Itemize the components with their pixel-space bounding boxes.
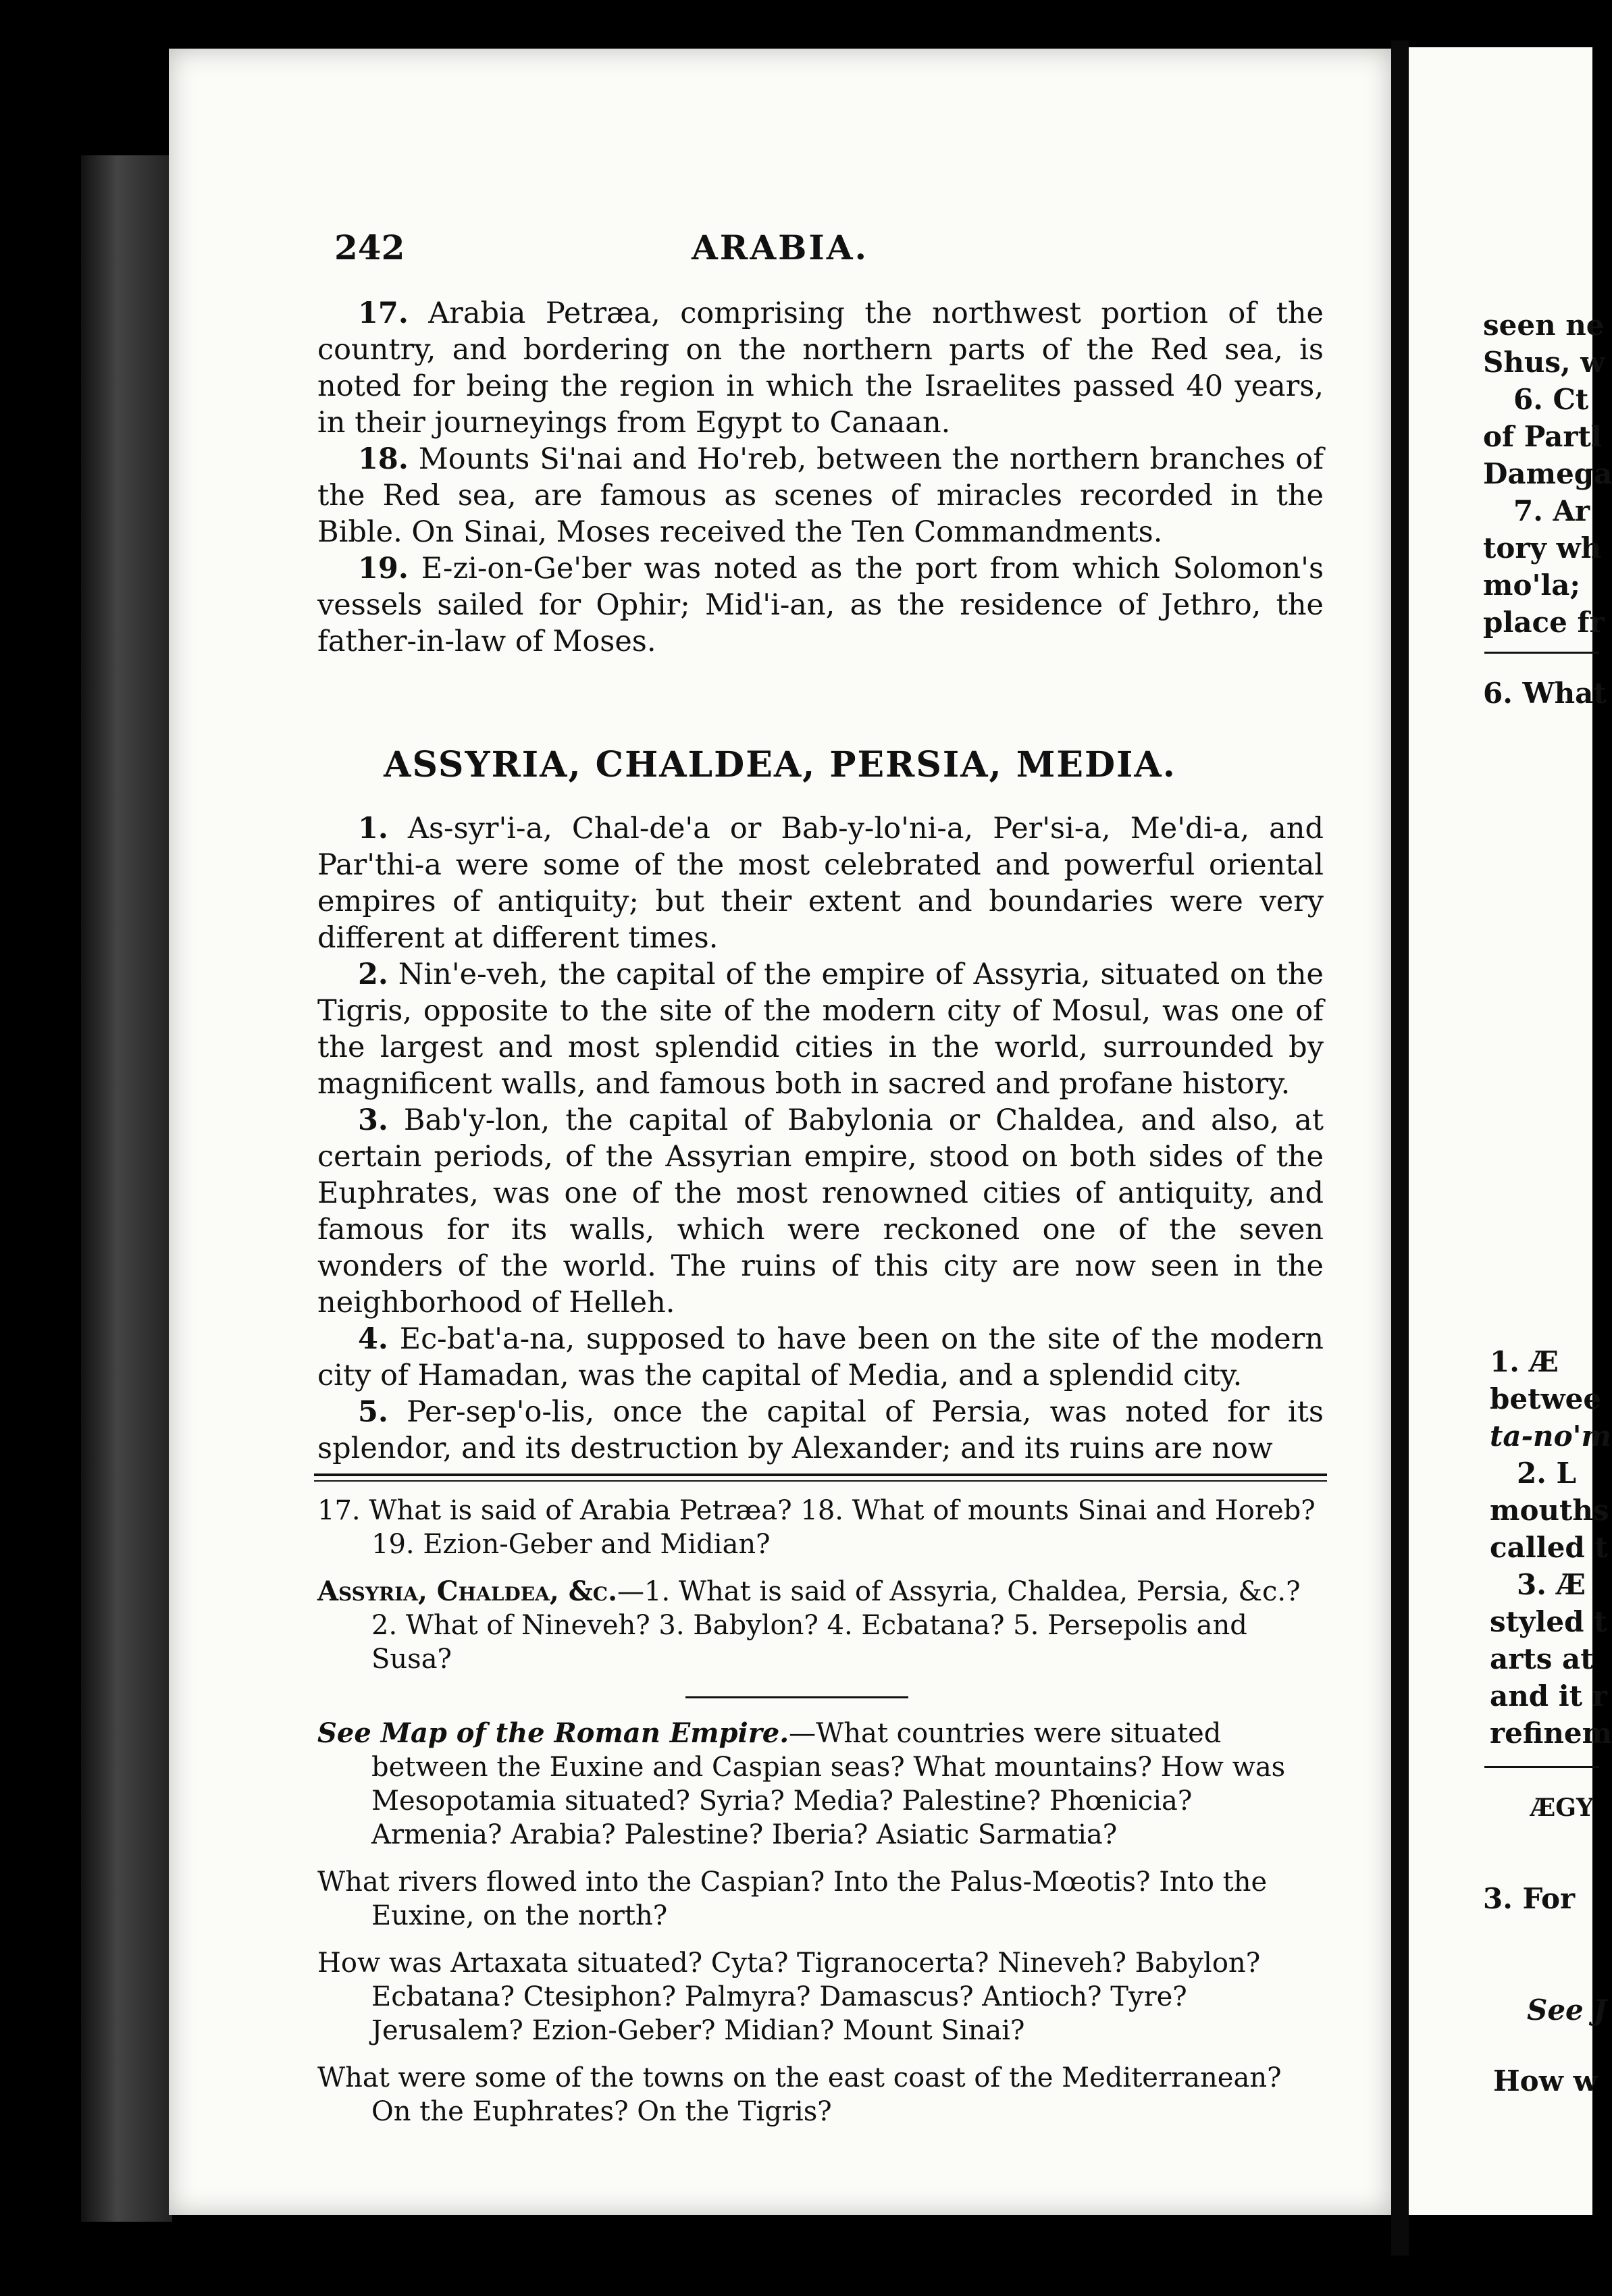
fragment-line: 2. L bbox=[1517, 1457, 1576, 1490]
fragment-line: 6. Ct bbox=[1513, 383, 1589, 416]
right-page-fragment bbox=[1409, 47, 1612, 2215]
paragraph: 4. Ec-bat'a-na, supposed to have been on the site of the modern city of Hamadan, was the capital of Media, and a splendid city. bbox=[317, 1322, 1324, 1392]
paragraph: 5. Per-sep'o-lis, once the capital of Persia, was noted for its splendor, and its destruction by Alexander; and its ruins are now bbox=[317, 1395, 1324, 1465]
fragment-line: of Partl bbox=[1483, 420, 1602, 453]
arabia-text bbox=[317, 295, 1324, 660]
questions-arabia: 17. What is said of Arabia Petræa? 18. What of mounts Sinai and Horeb? 19. Ezion-Geber and Midian? bbox=[317, 1495, 1316, 1560]
fragment-line: arts at bbox=[1490, 1642, 1594, 1675]
questions-block bbox=[290, 1494, 1327, 1690]
fragment-line: 6. What bbox=[1483, 677, 1607, 710]
fragment-line: ta-no'm bbox=[1490, 1419, 1611, 1453]
fragment-line: 3. For bbox=[1483, 1882, 1576, 1915]
fragment-line: How w bbox=[1493, 2064, 1598, 2097]
questions-assyria: Assyria, Chaldea, &c.—1. What is said of Assyria, Chaldea, Persia, &c.? 2. What of Nineveh? 3. Babylon? 4. Ecbatana? 5. Persepolis and Susa? bbox=[317, 1575, 1301, 1675]
fragment-line: 1. Æ bbox=[1490, 1345, 1559, 1378]
paragraph: 3. Bab'y-lon, the capital of Babylonia or Chaldea, and also, at certain periods, of the Assyrian empire, stood on both sides of the Euphrates, was one of the most renowned cities of antiquity, and famous for its walls, which were reckoned one of the seven wonders of the world. The ruins of this city are now seen in the neighborhood of Helleh. bbox=[317, 1103, 1324, 1320]
page-edge bbox=[81, 155, 172, 2222]
fragment-line: called t bbox=[1490, 1531, 1608, 1564]
running-header: ARABIA. bbox=[692, 228, 868, 267]
map-question: What rivers flowed into the Caspian? Into the Palus-Mœotis? Into the Euxine, on the north? bbox=[317, 1867, 1268, 1931]
fragment-line: Damega bbox=[1483, 457, 1612, 490]
fragment-line: Shus, w bbox=[1483, 346, 1605, 379]
fragment-line: place fr bbox=[1483, 606, 1605, 639]
double-rule bbox=[314, 1473, 1327, 1482]
map-question: See Map of the Roman Empire.—What countries were situated between the Euxine and Caspian seas? What mountains? How was Mesopotamia situated? Syria? Media? Palestine? Phœnicia? Armenia? Arabia? Palestine? Iberia? Asiatic Sarmatia? bbox=[317, 1717, 1286, 1850]
fragment-line: mouths bbox=[1490, 1494, 1609, 1527]
map-questions-block bbox=[290, 1717, 1327, 2142]
fragment-line: seen ne bbox=[1483, 309, 1605, 342]
book-gutter bbox=[1391, 41, 1409, 2255]
fragment-line: mo'la; bbox=[1483, 569, 1580, 602]
fragment-rule bbox=[1484, 1766, 1599, 1768]
paragraph: 17. Arabia Petræa, comprising the northwest portion of the country, and bordering on the northern parts of the Red sea, is noted for being the region in which the Israelites passed 40 years, in their journeyings from Egypt to Canaan. bbox=[317, 296, 1324, 440]
left-page bbox=[169, 49, 1391, 2215]
map-question: What were some of the towns on the east coast of the Mediterranean? On the Euphrates? On the Tigris? bbox=[317, 2062, 1282, 2127]
fragment-line: betwee bbox=[1490, 1382, 1602, 1415]
fragment-line: tory wh bbox=[1483, 531, 1602, 565]
short-rule bbox=[685, 1696, 908, 1698]
fragment-line: 3. Æ bbox=[1517, 1568, 1586, 1601]
paragraph: 18. Mounts Si'nai and Ho'reb, between the northern branches of the Red sea, are famous as scenes of miracles recorded in the Bible. On Sinai, Moses received the Ten Commandments. bbox=[317, 442, 1324, 549]
fragment-line: 7. Ar bbox=[1513, 494, 1590, 527]
section-text bbox=[317, 810, 1324, 1467]
fragment-line: refinem bbox=[1490, 1717, 1612, 1750]
fragment-line: See J bbox=[1527, 1993, 1607, 2027]
page-number: 242 bbox=[334, 228, 405, 267]
paragraph: 2. Nin'e-veh, the capital of the empire of Assyria, situated on the Tigris, opposite to the site of the modern city of Mosul, was one of the largest and most splendid cities in the world, surrounded by magnificent walls, and famous both in sacred and profane history. bbox=[317, 958, 1324, 1101]
section-title: ASSYRIA, CHALDEA, PERSIA, MEDIA. bbox=[384, 744, 1176, 785]
fragment-line: ÆGY bbox=[1530, 1794, 1594, 1822]
fragment-line: styled t bbox=[1490, 1605, 1607, 1638]
paragraph: 1. As-syr'i-a, Chal-de'a or Bab-y-lo'ni-a, Per'si-a, Me'di-a, and Par'thi-a were some of the most celebrated and powerful oriental empires of antiquity; but their extent and boundaries were very different at different times. bbox=[317, 812, 1324, 955]
fragment-line: and it r bbox=[1490, 1679, 1607, 1713]
paragraph: 19. E-zi-on-Ge'ber was noted as the port from which Solomon's vessels sailed for Ophir; Mid'i-an, as the residence of Jethro, the father-in-law of Moses. bbox=[317, 552, 1324, 658]
fragment-rule bbox=[1484, 652, 1599, 654]
map-question: How was Artaxata situated? Cyta? Tigranocerta? Nineveh? Babylon? Ecbatana? Ctesiphon? Palmyra? Damascus? Antioch? Tyre? Jerusalem? Ezion-Geber? Midian? Mount Sinai? bbox=[317, 1948, 1261, 2046]
